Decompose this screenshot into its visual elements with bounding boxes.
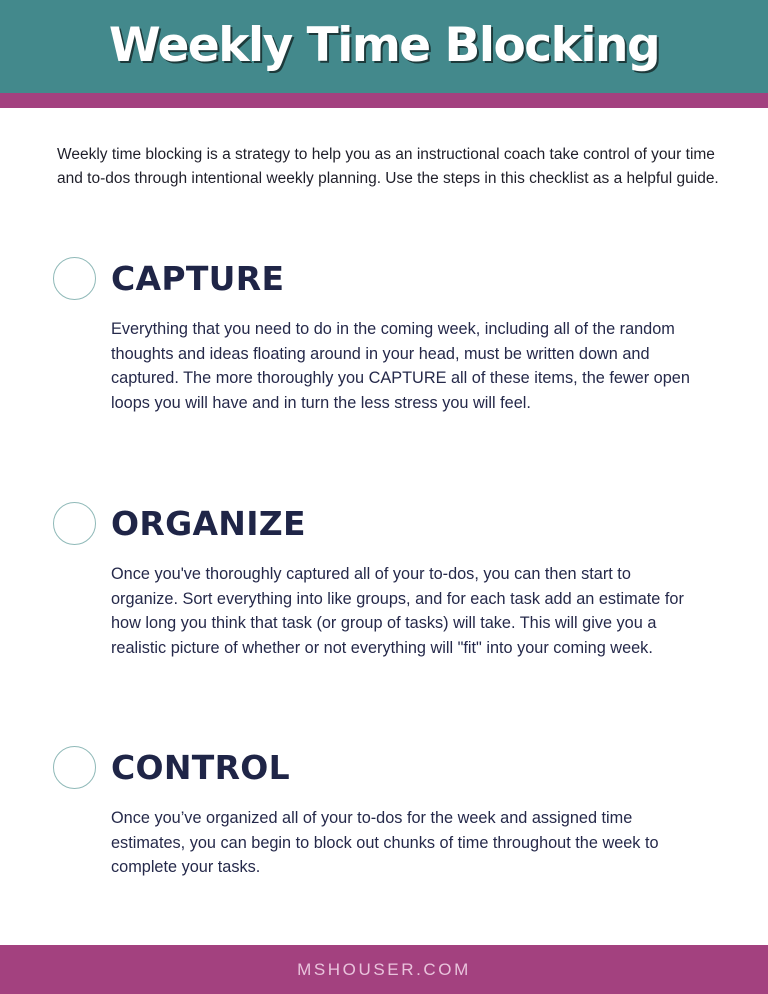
header-accent-stripe	[0, 93, 768, 108]
empty-circle-icon[interactable]	[53, 257, 96, 300]
step-title: CAPTURE	[111, 259, 285, 298]
empty-circle-icon[interactable]	[53, 502, 96, 545]
empty-circle-icon[interactable]	[53, 746, 96, 789]
step-description: Once you’ve organized all of your to-dos for the week and assigned time estimates, you can begin to block out chunks of time throughout the week to complete your tasks.	[111, 809, 659, 876]
header-band	[0, 0, 768, 93]
footer-website-link[interactable]: MSHOUSER.COM	[297, 960, 471, 979]
page-title: Weekly Time Blocking	[108, 18, 660, 73]
footer-band	[0, 945, 768, 994]
step-title: CONTROL	[111, 748, 290, 787]
step-description: Everything that you need to do in the coming week, including all of the random thoughts and ideas floating around in your head, must be written down and captured. The more thoroughly you CAPTURE all of these items, the fewer open loops you will have and in turn the less stress you will feel.	[111, 320, 690, 412]
step-description: Once you've thoroughly captured all of your to-dos, you can then start to organize. Sort everything into like groups, and for each task add an estimate for how long you think that task (or group of tasks) will take. This will give you a realistic picture of whether or not everything will "fit" into your coming week.	[111, 565, 684, 657]
step-title: ORGANIZE	[111, 504, 306, 543]
intro-paragraph: Weekly time blocking is a strategy to help you as an instructional coach take control of your time and to-dos through intentional weekly planning. Use the steps in this checklist as a helpful guide.	[57, 146, 719, 187]
